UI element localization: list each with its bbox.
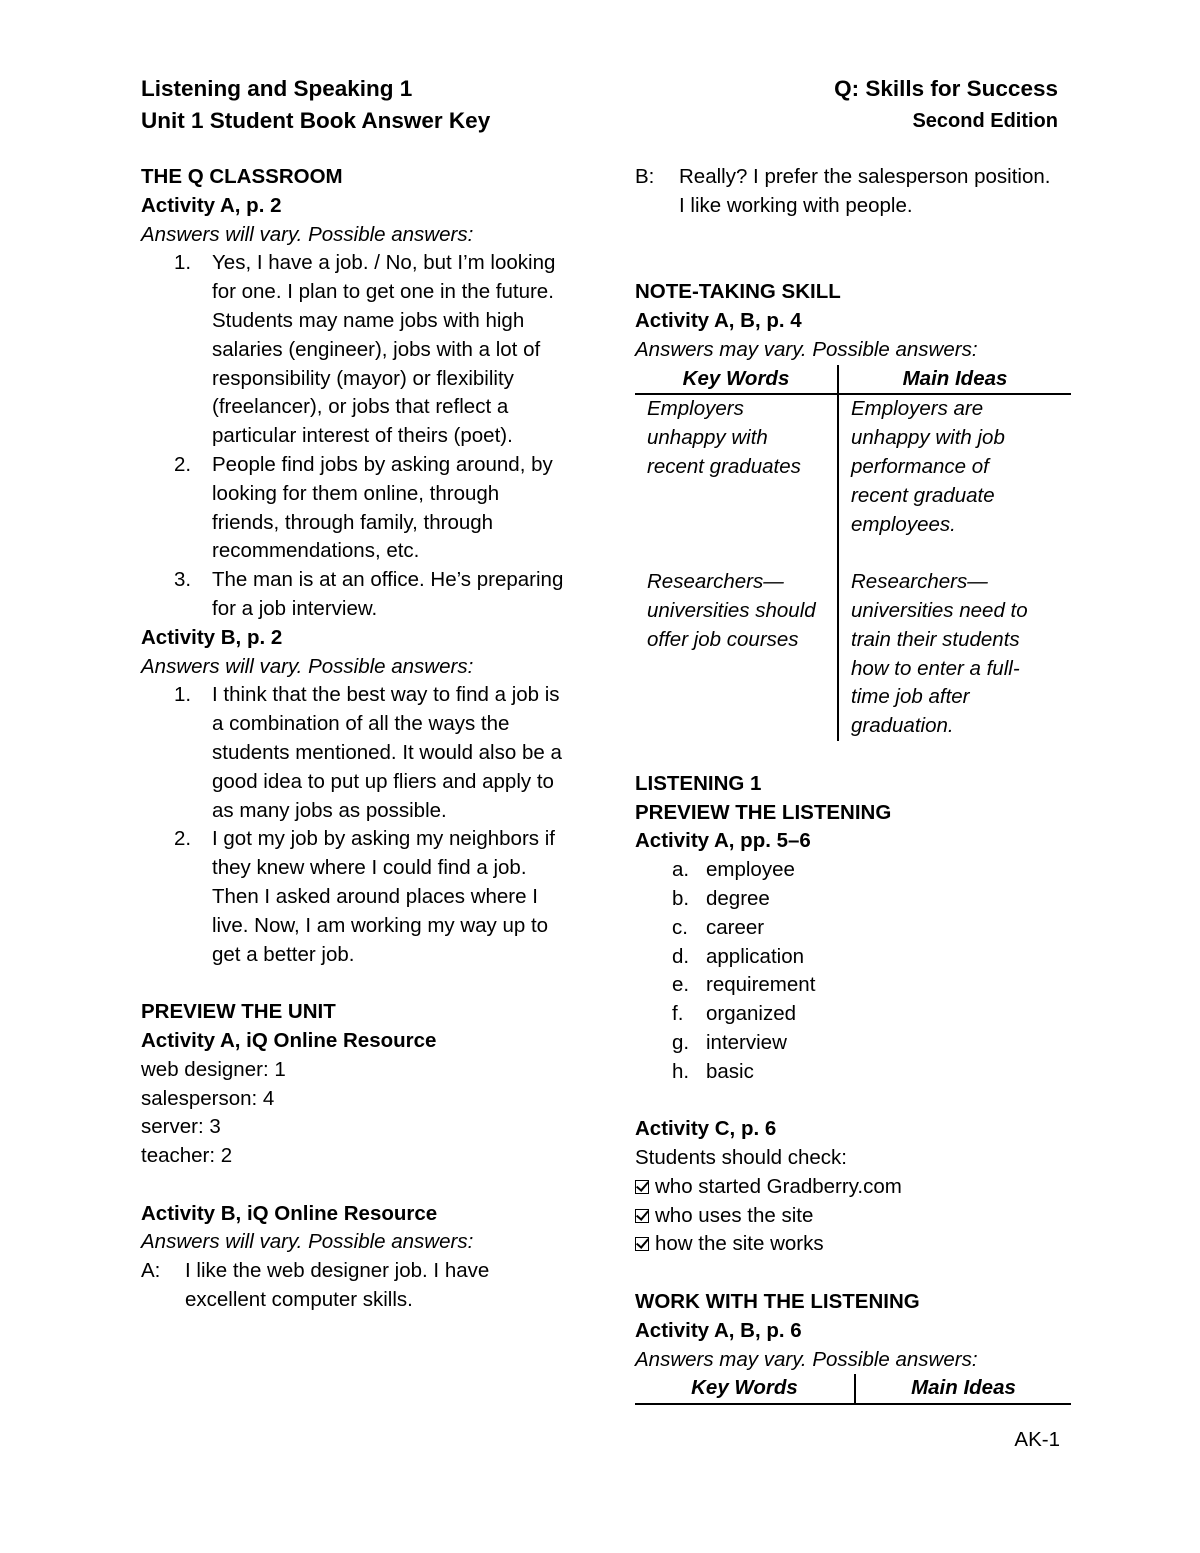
section-heading-note-taking: NOTE-TAKING SKILL [635, 280, 841, 304]
list-item [141, 681, 581, 825]
list-item [141, 249, 581, 451]
list-number: 1. [174, 251, 192, 275]
list-item: c. career [672, 915, 765, 939]
preview-activity-b-note: Answers will vary. Possible answers: [141, 1230, 474, 1254]
course-title: Listening and Speaking 1 [141, 76, 413, 101]
list-item: f. organized [672, 1002, 797, 1026]
section-heading-preview-unit: PREVIEW THE UNIT [141, 1000, 336, 1024]
list-number: 2. [174, 827, 192, 851]
activity-b-list [141, 681, 581, 969]
dialogue-text: Really? I prefer the salesperson position. I like working with people. [679, 165, 1051, 217]
left-column [141, 163, 581, 1315]
list-number: 3. [174, 568, 192, 592]
right-column [635, 163, 1075, 1405]
list-number: 1. [174, 683, 192, 707]
preview-activity-a-title: Activity A, iQ Online Resource [141, 1028, 437, 1052]
list-item: e. requirement [672, 973, 816, 997]
note-taking-table [635, 365, 1071, 741]
checked-item: who started Gradberry.com [635, 1173, 1075, 1202]
activity-a-title: Activity A, p. 2 [141, 193, 282, 217]
work-with-table [635, 1374, 1071, 1405]
list-item: a. employee [672, 858, 795, 882]
list-text: The man is at an office. He’s preparing for a job interview. [212, 568, 564, 620]
section-heading-q-classroom: THE Q CLASSROOM [141, 165, 343, 188]
preview-activity-b-title: Activity B, iQ Online Resource [141, 1201, 438, 1225]
checkbox-checked-icon [635, 1180, 649, 1194]
table-header-key-words: Key Words [635, 365, 838, 395]
speaker-label: B: [635, 165, 655, 188]
list-item: b. degree [672, 886, 770, 910]
checkbox-checked-icon [635, 1209, 649, 1223]
table-header-key-words: Key Words [635, 1374, 855, 1404]
table-cell-main: Employers are unhappy with job performance of recent graduate employees. [838, 394, 1071, 568]
list-item: g. interview [672, 1030, 787, 1054]
speaker-label: A: [141, 1259, 161, 1283]
table-cell-key: Researchers— universities should offer job courses [647, 570, 816, 651]
vocabulary-list [635, 856, 1075, 1086]
list-text: Yes, I have a job. / No, but I’m looking for one. I plan to get one in the future. [212, 251, 556, 304]
edition-label: Second Edition [912, 110, 1058, 132]
activity-b-note: Answers will vary. Possible answers: [141, 654, 474, 678]
answer-line: web designer: 1 [141, 1057, 286, 1081]
table-cell-key: Employers unhappy with recent graduates [647, 397, 801, 478]
dialogue-line-a [141, 1257, 581, 1315]
table-row [635, 394, 1071, 568]
dialogue-line-b [635, 163, 1075, 221]
work-with-activity-title: Activity A, B, p. 6 [635, 1318, 802, 1342]
list-item [141, 825, 581, 969]
document-header-right [834, 73, 1058, 137]
section-heading-preview-listening: PREVIEW THE LISTENING [635, 800, 892, 824]
activity-a-note: Answers will vary. Possible answers: [141, 222, 474, 246]
table-header-main-ideas: Main Ideas [838, 365, 1071, 395]
list-text: People find jobs by asking around, by looking for them online, through friends, through family, through recommendations, etc. [212, 452, 553, 563]
should-check-label: Students should check: [635, 1146, 847, 1170]
list-item: h. basic [672, 1059, 754, 1083]
answer-line: server: 3 [141, 1115, 221, 1139]
list-text: I got my job by asking my neighbors if they knew where I could find a job. Then I asked around places where I live. Now, I am working my way up to get a better job. [212, 827, 555, 966]
document-header-left [141, 73, 490, 137]
note-taking-activity-title: Activity A, B, p. 4 [635, 308, 802, 332]
answer-line: teacher: 2 [141, 1144, 233, 1168]
page-number: AK-1 [1014, 1428, 1060, 1451]
list-item [141, 451, 581, 566]
table-cell-main: Researchers— universities need to train their students how to enter a full-time job after graduation. [838, 568, 1071, 741]
checkbox-checked-icon [635, 1237, 649, 1251]
dialogue-text: I like the web designer job. I have excellent computer skills. [185, 1259, 490, 1312]
answer-line: salesperson: 4 [141, 1086, 275, 1110]
activity-b-title: Activity B, p. 2 [141, 625, 283, 649]
listening-activity-a-title: Activity A, pp. 5–6 [635, 829, 811, 853]
table-row [635, 568, 1071, 741]
series-title: Q: Skills for Success [834, 76, 1058, 101]
list-item [141, 566, 581, 624]
checked-item: who uses the site [635, 1202, 1075, 1231]
list-item: d. application [672, 944, 805, 968]
list-text-extra: Students may name jobs with high salaries (engineer), jobs with a lot of responsibility (mayor) or flexibility (freelancer), or jobs that reflect a particular interest of theirs (poet). [212, 308, 541, 448]
section-heading-listening-1: LISTENING 1 [635, 771, 762, 795]
listening-activity-c-title: Activity C, p. 6 [635, 1117, 777, 1141]
work-with-note: Answers may vary. Possible answers: [635, 1347, 978, 1371]
answer-key-title: Unit 1 Student Book Answer Key [141, 108, 491, 133]
table-header-main-ideas: Main Ideas [855, 1374, 1071, 1404]
section-heading-work-with-listening: WORK WITH THE LISTENING [635, 1290, 920, 1314]
note-taking-note: Answers may vary. Possible answers: [635, 337, 978, 361]
list-number: 2. [174, 452, 192, 476]
list-text: I think that the best way to find a job is a combination of all the ways the students mentioned. It would also be a good idea to put up fliers and apply to as many jobs as possible. [212, 683, 562, 822]
checked-item: how the site works [635, 1230, 1075, 1259]
activity-a-list [141, 249, 581, 623]
